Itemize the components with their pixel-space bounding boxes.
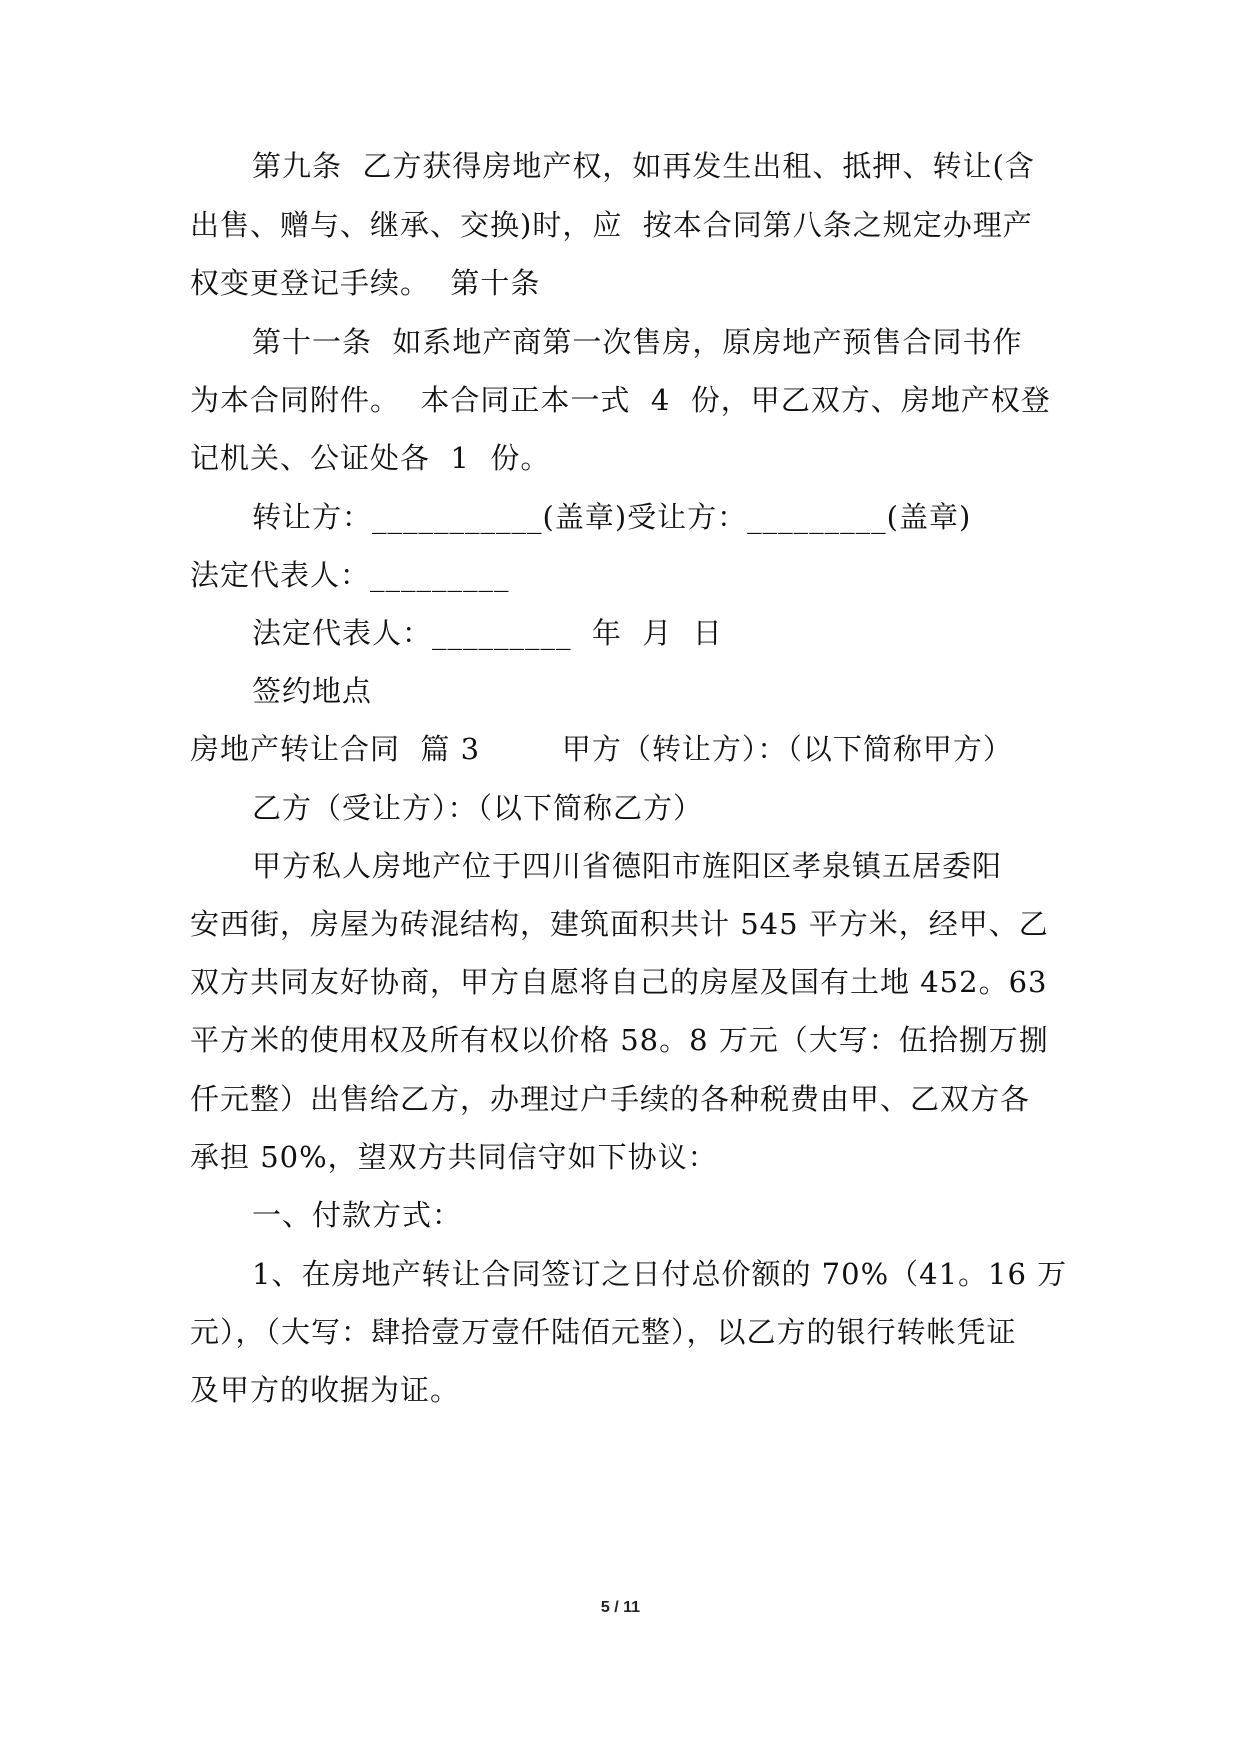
signature-line: 转让方：___________(盖章)受让方：_________(盖章): [252, 500, 972, 534]
text-line: 甲方私人房地产位于四川省德阳市旌阳区孝泉镇五居委阳: [252, 849, 1003, 883]
text-line: 承担 50%，望双方共同信守如下协议：: [190, 1140, 718, 1174]
signature-line: 法定代表人：_________: [190, 558, 510, 592]
text-line: 及甲方的收据为证。: [190, 1373, 461, 1407]
text-line: 第十一条 如系地产商第一次售房，原房地产预售合同书作: [252, 325, 1023, 359]
text-line: 权变更登记手续。 第十条: [190, 266, 541, 300]
text-line: 1、在房地产转让合同签订之日付总价额的 70%（41。16 万: [252, 1257, 1068, 1291]
signing-place-label: 签约地点: [252, 674, 373, 708]
text-line: 记机关、公证处各 1 份。: [190, 441, 551, 475]
text-line: 第九条 乙方获得房地产权，如再发生出租、抵押、转让(含: [252, 149, 1035, 183]
text-line: 仟元整）出售给乙方，办理过户手续的各种税费由甲、乙双方各: [190, 1082, 1031, 1116]
text-line: 安西街，房屋为砖混结构，建筑面积共计 545 平方米，经甲、乙: [190, 907, 1049, 941]
text-line: 为本合同附件。 本合同正本一式 4 份，甲乙双方、房地产权登: [190, 383, 1051, 417]
signature-line: 法定代表人：_________ 年 月 日: [252, 616, 723, 650]
text-line: 双方共同友好协商，甲方自愿将自己的房屋及国有土地 452。63: [190, 965, 1048, 999]
text-line: 出售、赠与、继承、交换)时，应 按本合同第八条之规定办理产: [190, 208, 1033, 242]
text-line: 乙方（受让方）：（以下简称乙方）: [252, 791, 704, 825]
subsection-heading: 一、付款方式：: [252, 1198, 463, 1232]
text-line: 平方米的使用权及所有权以价格 58。8 万元（大写：伍拾捌万捌: [190, 1023, 1049, 1057]
page-number: 5 / 11: [600, 1599, 641, 1616]
text-line: 元），（大写：肆拾壹万壹仟陆佰元整），以乙方的银行转帐凭证: [190, 1315, 1017, 1349]
section-heading: 房地产转让合同 篇 3 甲方（转让方）：（以下简称甲方）: [190, 732, 1013, 766]
